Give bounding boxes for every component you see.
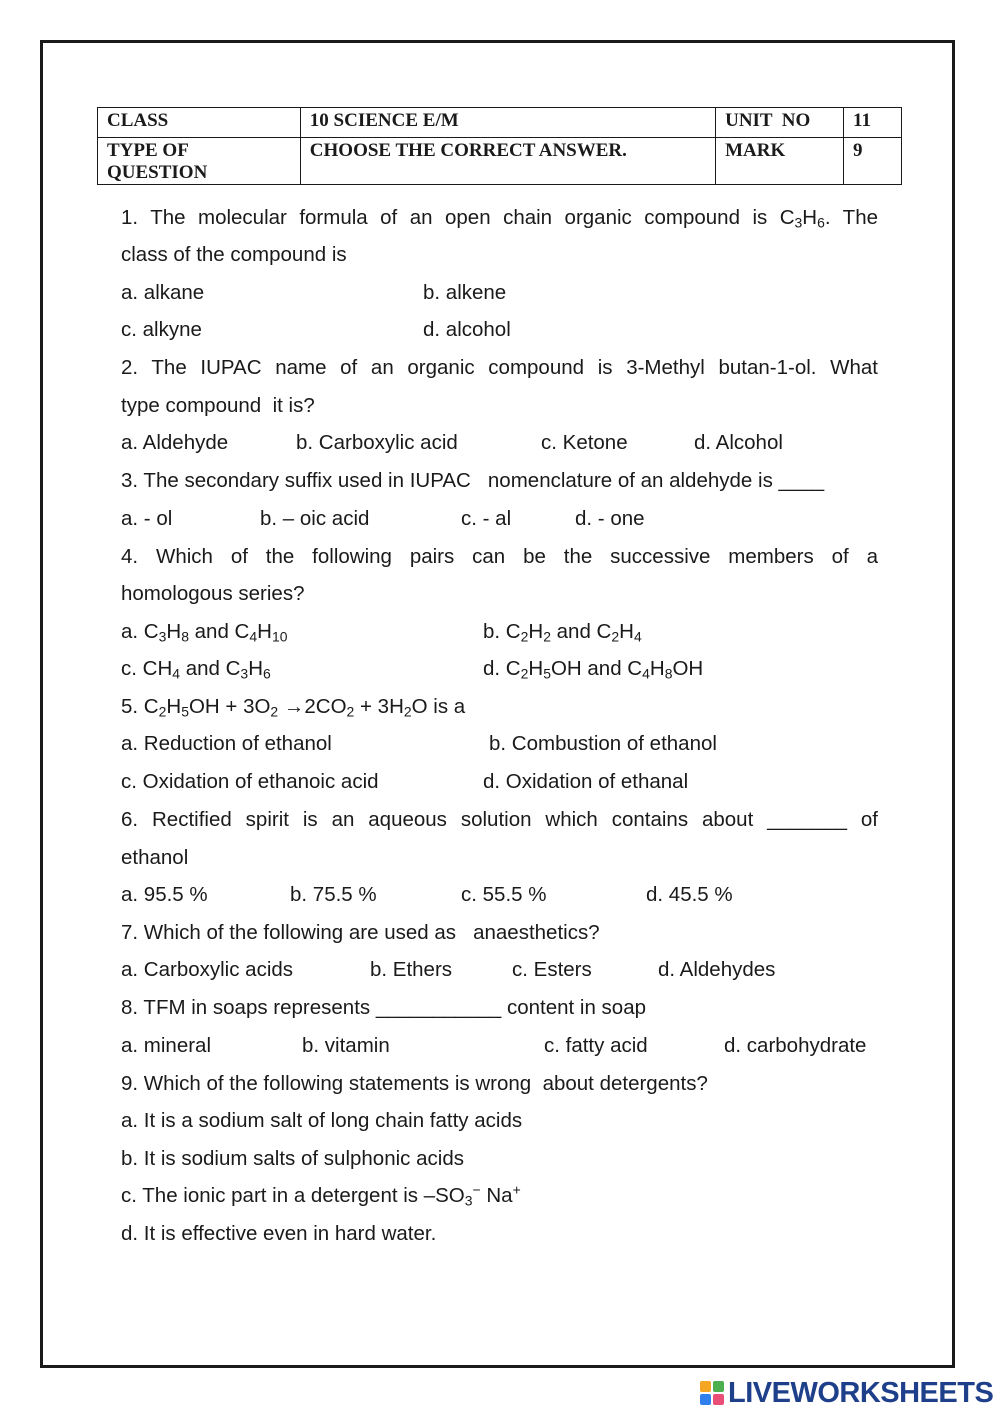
question-3-option-b[interactable]: b. – oic acid [260, 507, 370, 530]
question-4-option-d[interactable]: d. $C_2H_5OH$ and $C_4H_8OH$ [483, 657, 704, 682]
logo-text: LIVEWORKSHEETS [728, 1376, 994, 1409]
question-7-option-d[interactable]: d. Aldehydes [658, 958, 776, 981]
question-4-option-b[interactable]: b. $C_2H_2$ and $C_2H_4$ [483, 620, 642, 645]
class-value: 10 SCIENCE E/M [300, 108, 715, 138]
question-4-text: 4. Which of the following pairs can be the successive members of a [121, 545, 878, 568]
question-type-label-line2: QUESTION [107, 162, 208, 183]
unit-label: UNIT NO [716, 108, 844, 138]
question-4-options-row1 [121, 620, 878, 644]
header-row-class [98, 108, 902, 138]
mark-value: 9 [844, 138, 902, 185]
class-label: CLASS [98, 108, 301, 138]
question-7-text: 7. Which of the following are used as anaesthetics? [121, 921, 600, 944]
question-9-option-c[interactable]: c. The ionic part in a detergent is $-SO_3^-$ Na+ [121, 1181, 521, 1209]
question-5-text: 5. $C_2H_5OH + 3O_2 \to 2CO_2 + 3H_2O$ is a [121, 695, 466, 720]
question-8-option-b[interactable]: b. vitamin [302, 1034, 390, 1057]
question-6-option-d[interactable]: d. 45.5 % [646, 883, 733, 906]
header-row-type [98, 138, 902, 185]
question-4-option-c[interactable]: c. $CH_4$ and $C_3H_6$ [121, 657, 271, 682]
question-5-option-a[interactable]: a. Reduction of ethanol [121, 732, 332, 755]
question-8-option-d[interactable]: d. carbohydrate [724, 1034, 867, 1057]
logo-mark-icon [700, 1381, 724, 1405]
question-8-option-a[interactable]: a. mineral [121, 1034, 212, 1057]
question-6-text: 6. Rectified spirit is an aqueous solution which contains about _______ of [121, 808, 878, 831]
question-7-option-c[interactable]: c. Esters [512, 958, 592, 981]
question-6-text-continued: ethanol [121, 846, 189, 869]
question-8-option-c[interactable]: c. fatty acid [544, 1034, 648, 1057]
question-5-options-row1 [121, 732, 878, 756]
question-2-option-b[interactable]: b. Carboxylic acid [296, 431, 458, 454]
question-1-option-b[interactable]: b. alkene [423, 281, 507, 304]
question-9-option-b[interactable]: b. It is sodium salts of sulphonic acids [121, 1147, 464, 1170]
question-1-option-c[interactable]: c. alkyne [121, 318, 202, 341]
question-5-option-d[interactable]: d. Oxidation of ethanal [483, 770, 689, 793]
question-1-option-d[interactable]: d. alcohol [423, 318, 511, 341]
question-8-options [121, 1034, 878, 1058]
question-3-option-c[interactable]: c. - al [461, 507, 512, 530]
question-6-options [121, 883, 878, 907]
question-6-option-b[interactable]: b. 75.5 % [290, 883, 377, 906]
question-9-option-d[interactable]: d. It is effective even in hard water. [121, 1222, 437, 1245]
mark-label: MARK [716, 138, 844, 185]
question-2-options [121, 431, 878, 455]
question-3-option-d[interactable]: d. - one [575, 507, 645, 530]
question-5-options-row2 [121, 770, 878, 794]
question-6-option-a[interactable]: a. 95.5 % [121, 883, 208, 906]
question-9-text: 9. Which of the following statements is wrong about detergents? [121, 1072, 708, 1095]
question-type-label [98, 138, 301, 185]
question-2-text: 2. The IUPAC name of an organic compound is 3-Methyl butan-1-ol. What [121, 356, 878, 379]
question-7-options [121, 958, 878, 982]
logo-square-4 [713, 1394, 724, 1405]
question-1-text-continued: class of the compound is [121, 243, 347, 266]
logo-square-2 [713, 1381, 724, 1392]
question-1-option-a[interactable]: a. alkane [121, 281, 205, 304]
question-4-option-a[interactable]: a. $C_3H_8$ and $C_4H_{10}$ [121, 620, 288, 645]
question-2-option-a[interactable]: a. Aldehyde [121, 431, 229, 454]
question-5-option-c[interactable]: c. Oxidation of ethanoic acid [121, 770, 379, 793]
question-3-text: 3. The secondary suffix used in IUPAC nomenclature of an aldehyde is ____ [121, 469, 825, 492]
question-3-options [121, 507, 878, 531]
question-2-option-c[interactable]: c. Ketone [541, 431, 628, 454]
question-6-option-c[interactable]: c. 55.5 % [461, 883, 547, 906]
question-5-option-b[interactable]: b. Combustion of ethanol [489, 732, 717, 755]
question-2-text-continued: type compound it is? [121, 394, 315, 417]
question-8-text: 8. TFM in soaps represents ___________ content in soap [121, 996, 646, 1019]
question-2-option-d[interactable]: d. Alcohol [694, 431, 783, 454]
question-4-options-row2 [121, 657, 878, 681]
logo-square-1 [700, 1381, 711, 1392]
question-type-label-line1: TYPE OF [107, 140, 189, 161]
question-4-text-continued: homologous series? [121, 582, 305, 605]
question-9-option-a[interactable]: a. It is a sodium salt of long chain fatty acids [121, 1109, 523, 1132]
worksheet-header-table [97, 107, 902, 185]
unit-value: 11 [844, 108, 902, 138]
question-1-options-row2 [121, 318, 878, 342]
question-type-value: CHOOSE THE CORRECT ANSWER. [300, 138, 715, 185]
logo-square-3 [700, 1394, 711, 1405]
question-7-option-a[interactable]: a. Carboxylic acids [121, 958, 294, 981]
question-3-option-a[interactable]: a. - ol [121, 507, 173, 530]
question-7-option-b[interactable]: b. Ethers [370, 958, 453, 981]
question-1-text: 1. The molecular formula of an open chain organic compound is $C_3H_6$. The [121, 206, 878, 231]
liveworksheets-logo[interactable] [700, 1378, 993, 1408]
question-1-options-row1 [121, 281, 878, 305]
